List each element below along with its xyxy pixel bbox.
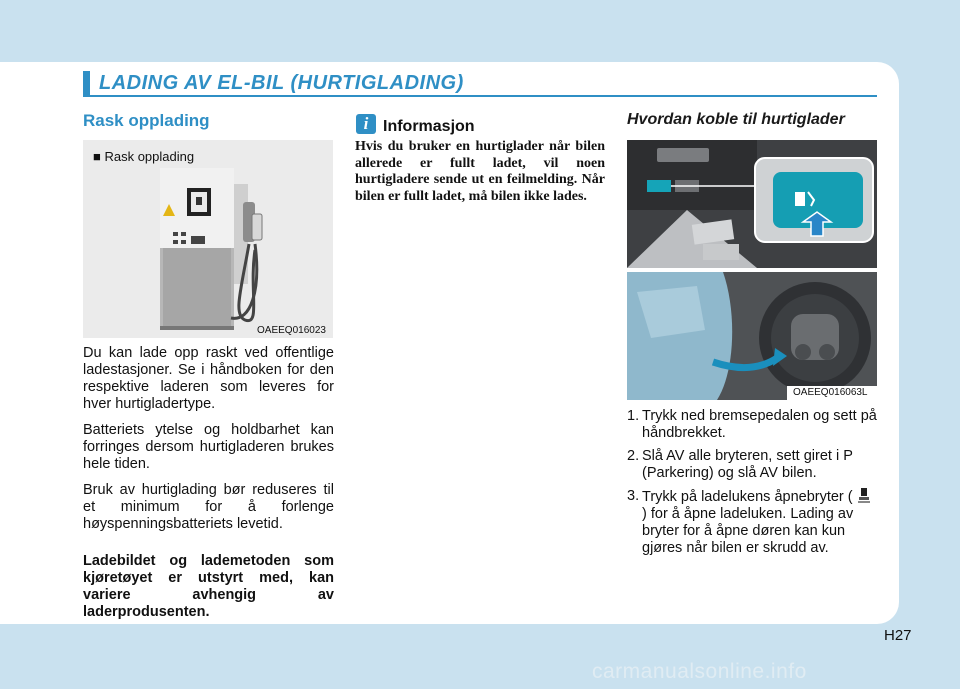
- charge-door-switch-icon: [857, 488, 871, 504]
- step-number: 3.: [627, 488, 640, 504]
- left-body: [83, 345, 334, 630]
- step-number: 1.: [627, 408, 640, 424]
- figure-code: OAEEQ016023: [257, 325, 326, 336]
- info-icon: i: [356, 114, 376, 134]
- figure-caption: ■ Rask opplading: [93, 149, 195, 164]
- charging-door-photo: [627, 272, 877, 400]
- section-title: LADING AV EL-BIL (HURTIGLADING): [99, 72, 464, 94]
- right-heading: Hvordan koble til hurtiglader: [627, 111, 845, 128]
- step-item: [627, 488, 879, 557]
- step-text: Trykk ned bremsepedalen og sett på håndbrekket.: [642, 408, 877, 441]
- section-tab-marker: [83, 71, 90, 95]
- note-paragraph: Ladebildet og lademetoden som kjøretøyet er utstyrt med, kan variere avhengig av laderprodusenten.: [83, 553, 334, 620]
- step-text: Slå AV alle bryteren, sett giret i P (Parkering) og slå AV bilen.: [642, 448, 853, 481]
- step-item: [627, 408, 879, 442]
- step-number: 2.: [627, 448, 640, 464]
- paragraph: Du kan lade opp raskt ved offentlige ladestasjoner. Se i håndboken for den respektive laderen som leveres for hver hurtigladertype.: [83, 345, 334, 412]
- figure-code: OAEEQ016063L: [793, 387, 868, 398]
- step-text: [642, 488, 879, 557]
- charger-station-illustration: [83, 140, 333, 338]
- page-number: H27: [884, 627, 912, 644]
- step-text-start: Trykk på ladelukens åpnebryter (: [642, 489, 853, 505]
- step-item: [627, 448, 879, 482]
- dashboard-photo: [627, 140, 877, 268]
- section-rule: [83, 95, 877, 97]
- charger-figure: [83, 140, 333, 338]
- paragraph: Bruk av hurtiglading bør reduseres til et minimum for å forlenge høyspenningsbatteriets levetid.: [83, 482, 334, 532]
- charging-door-illustration: [627, 272, 877, 400]
- watermark: carmanualsonline.info: [592, 660, 807, 683]
- charging-switch-location-illustration: [627, 140, 877, 268]
- steps-list: [627, 408, 879, 563]
- paragraph: Batteriets ytelse og holdbarhet kan forringes dersom hurtigladeren brukes hele tiden.: [83, 422, 334, 472]
- left-heading: Rask opplading: [83, 111, 210, 130]
- info-body: Hvis du bruker en hurtiglader når bilen allerede er fullt ladet, vil noen hurtigladere sende ut en feilmelding. Når bilen er fullt ladet, må bilen ikke lades.: [355, 139, 605, 204]
- info-heading: Informasjon: [383, 118, 475, 135]
- step-text-end: ) for å åpne ladeluken. Lading av bryter for å åpne døren kan kun gjøres når bilen er skrudd av.: [642, 506, 854, 556]
